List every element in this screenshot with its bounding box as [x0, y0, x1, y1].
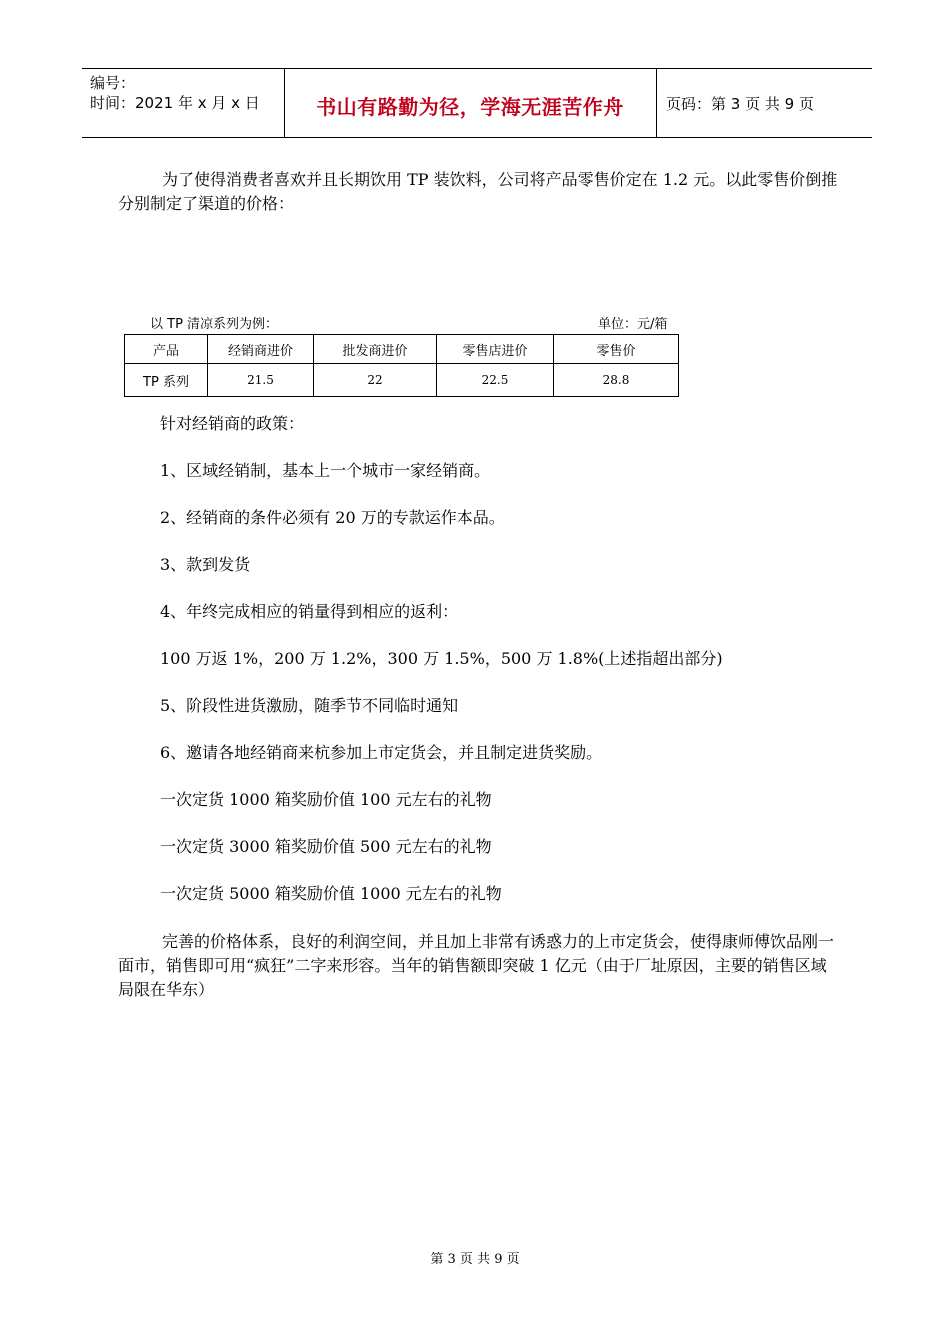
table-cell: TP 系列 — [125, 364, 208, 397]
table-caption: 以 TP 清凉系列为例： — [150, 317, 279, 332]
date-label: 时间：2021 年 x 月 x 日 — [90, 94, 260, 112]
table-header-row — [125, 335, 679, 364]
table-cell: 28.8 — [554, 364, 679, 397]
table-header-cell: 经销商进价 — [208, 335, 314, 364]
header-divider — [656, 69, 657, 137]
header-page-info: 页码：第 3 页 共 9 页 — [666, 95, 814, 113]
header-meta — [90, 73, 260, 113]
policy-item: 一次定货 5000 箱奖励价值 1000 元左右的礼物 — [160, 884, 502, 903]
policy-title: 针对经销商的政策： — [160, 414, 305, 433]
table-header-cell: 零售价 — [554, 335, 679, 364]
policy-item: 2、经销商的条件必须有 20 万的专款运作本品。 — [160, 508, 505, 527]
policy-item: 3、款到发货 — [160, 555, 251, 574]
policy-item: 一次定货 1000 箱奖励价值 100 元左右的礼物 — [160, 790, 492, 809]
conclusion-paragraph: 完善的价格体系，良好的利润空间，并且加上非常有诱惑力的上市定货会，使得康师傅饮品刚一面市，销售即可用“疯狂”二字来形容。当年的销售额即突破 1 亿元（由于厂址原因，主要的销售区域局限在华东） — [118, 932, 835, 999]
table-header-cell: 产品 — [125, 335, 208, 364]
policy-item: 100 万返 1%，200 万 1.2%，300 万 1.5%，500 万 1.8%(上述指超出部分) — [160, 649, 723, 668]
table-unit: 单位：元/箱 — [598, 317, 668, 332]
table-cell: 22.5 — [437, 364, 554, 397]
table-header-cell: 批发商进价 — [314, 335, 437, 364]
table-cell: 22 — [314, 364, 437, 397]
policy-item: 4、年终完成相应的销量得到相应的返利： — [160, 602, 459, 621]
policy-item: 6、邀请各地经销商来杭参加上市定货会，并且制定进货奖励。 — [160, 743, 603, 762]
policy-item: 一次定货 3000 箱奖励价值 500 元左右的礼物 — [160, 837, 492, 856]
table-row — [125, 364, 679, 397]
page-footer: 第 3 页 共 9 页 — [430, 1252, 520, 1267]
price-table — [124, 334, 679, 397]
number-label: 编号： — [90, 74, 136, 92]
page-header — [82, 68, 872, 138]
policy-item: 1、区域经销制，基本上一个城市一家经销商。 — [160, 461, 491, 480]
table-header-cell: 零售店进价 — [437, 335, 554, 364]
intro-paragraph: 为了使得消费者喜欢并且长期饮用 TP 装饮料，公司将产品零售价定在 1.2 元。以此零售价倒推分别制定了渠道的价格： — [118, 170, 838, 213]
header-motto: 书山有路勤为径，学海无涯苦作舟 — [316, 95, 624, 119]
table-cell: 21.5 — [208, 364, 314, 397]
policy-item: 5、阶段性进货激励，随季节不同临时通知 — [160, 696, 459, 715]
